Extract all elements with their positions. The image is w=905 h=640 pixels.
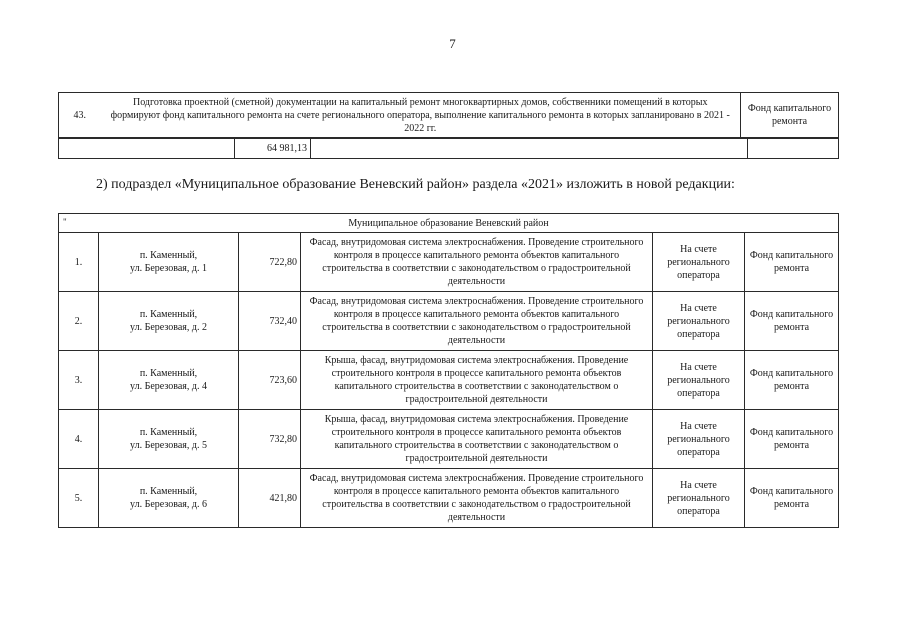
- area-value: 732,80: [239, 410, 301, 469]
- account-type: На счете регионального оператора: [653, 410, 745, 469]
- page-number: 7: [449, 36, 456, 51]
- district-title: Муниципальное образование Веневский район: [348, 217, 549, 229]
- table-row: [59, 469, 839, 528]
- table-row: [59, 233, 839, 292]
- row-number: 43.: [59, 93, 101, 138]
- account-type: На счете регионального оператора: [653, 469, 745, 528]
- address: п. Каменный, ул. Березовая, д. 6: [99, 469, 239, 528]
- account-type: На счете регионального оператора: [653, 292, 745, 351]
- fund-type: Фонд капитального ремонта: [745, 292, 839, 351]
- table-row: [59, 292, 839, 351]
- fund-type: Фонд капитального ремонта: [745, 469, 839, 528]
- row-number: 1.: [59, 233, 99, 292]
- empty-cell: [59, 139, 235, 159]
- account-type: На счете регионального оператора: [653, 233, 745, 292]
- district-table: [58, 213, 839, 528]
- table-row: [59, 351, 839, 410]
- works-description: Крыша, фасад, внутридомовая система электроснабжения. Проведение строительного контроля в процессе капитального ремонта объектов капитального строительства в соответствии с законодательством о градостроительной деятельности: [301, 410, 653, 469]
- row-number: 3.: [59, 351, 99, 410]
- works-description: Фасад, внутридомовая система электроснабжения. Проведение строительного контроля в процессе капитального ремонта объектов капитального строительства в соответствии с законодательством о градостроительной деятельности: [301, 469, 653, 528]
- row-number: 4.: [59, 410, 99, 469]
- intro-text: 2) подраздел «Муниципальное образование Веневский район» раздела «2021» изложить в новой редакции:: [96, 177, 735, 192]
- table-row: [59, 93, 839, 138]
- fund-type: Фонд капитального ремонта: [745, 410, 839, 469]
- fund-type: Фонд капитального ремонта: [745, 351, 839, 410]
- district-header-row: [59, 214, 839, 233]
- fund-type: Фонд капитального ремонта: [741, 93, 839, 138]
- row-number: 2.: [59, 292, 99, 351]
- table-row: [59, 410, 839, 469]
- address: п. Каменный, ул. Березовая, д. 2: [99, 292, 239, 351]
- address: п. Каменный, ул. Березовая, д. 1: [99, 233, 239, 292]
- address: п. Каменный, ул. Березовая, д. 5: [99, 410, 239, 469]
- address: п. Каменный, ул. Березовая, д. 4: [99, 351, 239, 410]
- district-header: [59, 214, 839, 233]
- empty-cell: [311, 139, 748, 159]
- tick-mark: ": [63, 217, 67, 227]
- rows-body: [59, 233, 839, 528]
- area-value: 732,40: [239, 292, 301, 351]
- area-value: 723,60: [239, 351, 301, 410]
- total-value: 64 981,13: [235, 139, 311, 159]
- table-row: [59, 139, 839, 159]
- works-description: Фасад, внутридомовая система электроснабжения. Проведение строительного контроля в процессе капитального ремонта объектов капитального строительства в соответствии с законодательством о градостроительной деятельности: [301, 233, 653, 292]
- work-description: Подготовка проектной (сметной) документации на капитальный ремонт многоквартирных домов, собственники помещений в которых формируют фонд капитального ремонта на счете регионального оператора, выполнение капитального ремонта в которых запланировано в 2021 - 2022 гг.: [101, 93, 741, 138]
- works-description: Фасад, внутридомовая система электроснабжения. Проведение строительного контроля в процессе капитального ремонта объектов капитального строительства в соответствии с законодательством о градостроительной деятельности: [301, 292, 653, 351]
- area-value: 421,80: [239, 469, 301, 528]
- empty-cell: [748, 139, 839, 159]
- works-description: Крыша, фасад, внутридомовая система электроснабжения. Проведение строительного контроля в процессе капитального ремонта объектов капитального строительства в соответствии с законодательством о градостроительной деятельности: [301, 351, 653, 410]
- previous-section-table: [58, 92, 839, 138]
- total-row-table: [58, 138, 839, 159]
- fund-type: Фонд капитального ремонта: [745, 233, 839, 292]
- row-number: 5.: [59, 469, 99, 528]
- account-type: На счете регионального оператора: [653, 351, 745, 410]
- area-value: 722,80: [239, 233, 301, 292]
